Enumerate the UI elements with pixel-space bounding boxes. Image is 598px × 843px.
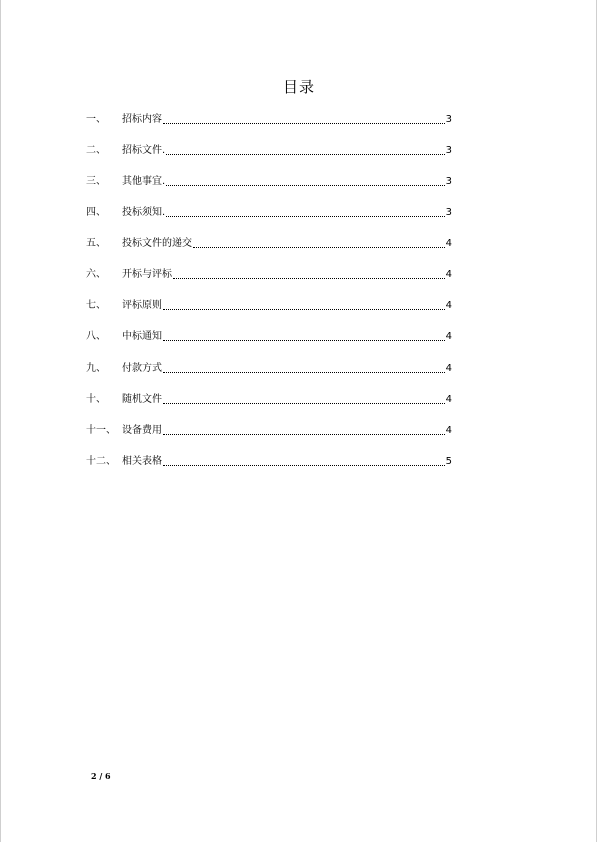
toc-leader: [163, 308, 445, 310]
toc-leader: [163, 371, 445, 373]
toc-leader: [166, 184, 444, 186]
toc-page-number: 4: [445, 425, 452, 436]
toc-label: 开标与评标: [122, 269, 172, 280]
toc-leader: [166, 153, 444, 155]
toc-number: 十一、: [86, 425, 116, 436]
toc-entry[interactable]: [86, 112, 452, 128]
toc-number: 三、: [86, 176, 106, 187]
toc-number: 二、: [86, 145, 106, 156]
toc-number: 八、: [86, 331, 106, 342]
toc-number: 十、: [86, 394, 106, 405]
toc-label: 投标文件的递交: [122, 238, 192, 249]
toc-leader: [163, 433, 445, 435]
toc-label: 中标通知: [122, 331, 162, 342]
toc-entry[interactable]: [86, 329, 452, 345]
toc-leader: [193, 246, 445, 248]
toc-number: 四、: [86, 207, 106, 218]
toc-label: 招标文件.: [122, 145, 166, 156]
toc-page-number: 3: [445, 145, 452, 156]
toc-page-number: 4: [445, 394, 452, 405]
toc-number: 五、: [86, 238, 106, 249]
toc-label: 投标须知.: [122, 207, 166, 218]
toc-leader: [173, 277, 445, 279]
toc-leader: [163, 339, 445, 341]
toc-entry[interactable]: [86, 392, 452, 408]
toc-page-number: 3: [445, 176, 452, 187]
page-title: 目录: [282, 78, 315, 96]
toc-entry[interactable]: [86, 298, 452, 314]
toc-label: 招标内容: [122, 114, 162, 125]
toc-page-number: 4: [445, 238, 452, 249]
toc-entry[interactable]: [86, 267, 452, 283]
toc-page-number: 3: [445, 114, 452, 125]
toc-entry[interactable]: [86, 143, 452, 159]
toc-number: 六、: [86, 269, 106, 280]
page-number-footer: 2 / 6: [91, 771, 111, 781]
toc-label: 设备费用: [122, 425, 162, 436]
toc-label: 评标原则: [122, 300, 162, 311]
toc-number: 十二、: [86, 456, 116, 467]
toc-label: 其他事宜.: [122, 176, 166, 187]
toc-entry[interactable]: [86, 423, 452, 439]
toc-entry[interactable]: [86, 205, 452, 221]
toc-leader: [163, 464, 445, 466]
toc-entry[interactable]: [86, 236, 452, 252]
toc-label: 相关表格: [122, 456, 162, 467]
toc-leader: [163, 122, 445, 124]
toc-page-number: 4: [445, 363, 452, 374]
toc-entry[interactable]: [86, 361, 452, 377]
toc-leader: [163, 402, 445, 404]
toc-page-number: 5: [445, 456, 452, 467]
toc-page-number: 3: [445, 207, 452, 218]
toc-entry[interactable]: [86, 174, 452, 190]
toc-leader: [166, 215, 444, 217]
toc-number: 七、: [86, 300, 106, 311]
toc-page-number: 4: [445, 300, 452, 311]
toc-page-number: 4: [445, 331, 452, 342]
toc-label: 付款方式: [122, 363, 162, 374]
toc-number: 一、: [86, 114, 106, 125]
toc-entry[interactable]: [86, 454, 452, 470]
toc-label: 随机文件: [122, 394, 162, 405]
toc-number: 九、: [86, 363, 106, 374]
toc-page-number: 4: [445, 269, 452, 280]
